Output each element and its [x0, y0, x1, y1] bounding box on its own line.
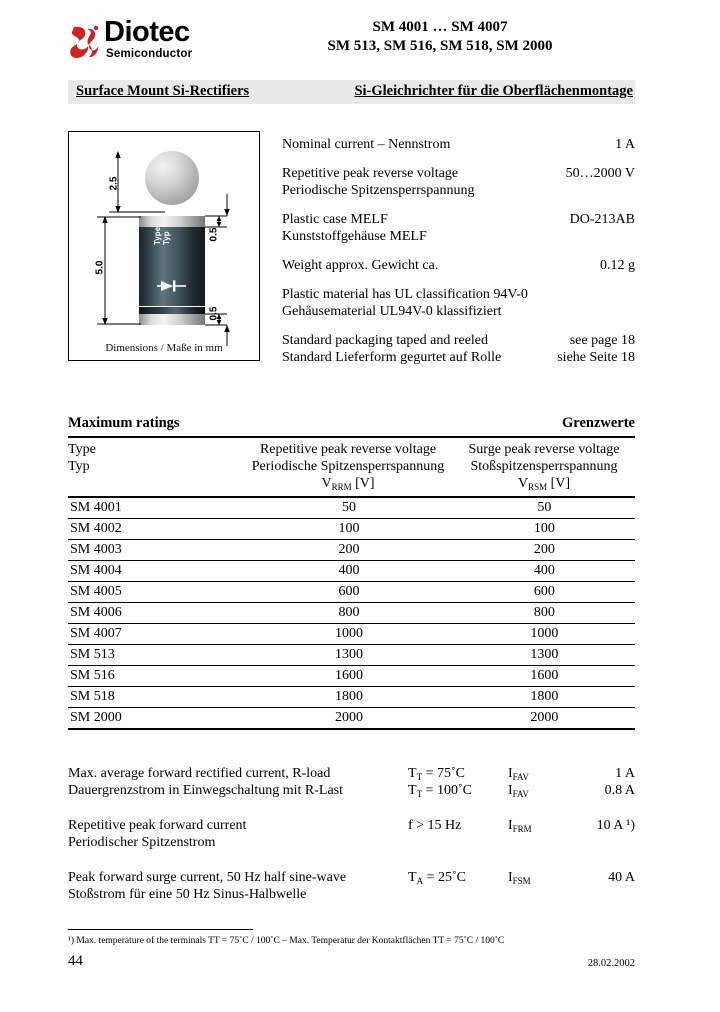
spec-label-en: Weight approx. Gewicht ca. [282, 258, 439, 273]
parameter-condition-2: $T_T$ = 100˚C [408, 783, 472, 799]
parameter-desc-de: Dauergrenzstrom in Einwegschaltung mit R-Last [68, 783, 344, 798]
parameter-symbol-1: $I_{FAV}$ [508, 766, 529, 782]
parameter-desc-en: Peak forward surge current, 50 Hz half sine-wave [68, 870, 347, 885]
cell-vrsm: 800 [533, 605, 555, 620]
parameter-desc-en: Max. average forward rectified current, R-load [68, 766, 331, 781]
column-header-vrsm-de: Stoßspitzensperrspannung [470, 459, 618, 474]
spec-item [282, 136, 635, 153]
drawing-caption: Dimensions / Maße in mm [105, 342, 223, 354]
spec-label-en: Plastic material has UL classification 94V-0 [282, 287, 528, 302]
dimension-label-cap-top: 0.5 [208, 227, 220, 242]
spec-value: see page 18 [569, 333, 635, 348]
revision-date: 28.02.2002 [587, 958, 635, 969]
parameter-desc-de: Stoßstrom für eine 50 Hz Sinus-Halbwelle [68, 887, 307, 902]
cell-vrrm: 1600 [335, 668, 363, 683]
marking-line-1: Type [153, 226, 162, 245]
cell-vrsm: 200 [533, 542, 555, 557]
banner-title-de: Si-Gleichrichter für die Oberflächenmontage [354, 83, 633, 99]
parameter-row [68, 869, 635, 903]
spec-value-de: siehe Seite 18 [557, 350, 635, 365]
ratings-heading-de: Grenzwerte [562, 415, 635, 431]
page-header [0, 18, 720, 74]
column-header-type-de: Typ [68, 459, 90, 474]
parameter-row [68, 817, 635, 851]
cell-vrrm: 1300 [335, 647, 363, 662]
parameter-symbol-1: $I_{FRM}$ [508, 818, 532, 834]
table-row [68, 498, 635, 518]
cell-type: SM 518 [70, 689, 115, 704]
cell-type: SM 516 [70, 668, 115, 683]
cell-vrsm: 1600 [530, 668, 559, 683]
footnote-divider [68, 929, 253, 930]
brand-subtitle: Semiconductor [106, 48, 193, 60]
column-header-vrrm-en: Repetitive peak reverse voltage [259, 442, 437, 457]
spec-label-en: Plastic case MELF [282, 212, 388, 227]
table-row [68, 603, 635, 623]
parameter-symbol-1: $I_{FSM}$ [508, 870, 531, 886]
spec-label-de: Standard Lieferform gegurtet auf Rolle [282, 350, 502, 365]
spec-label-en: Standard packaging taped and reeled [282, 333, 489, 348]
table-row [68, 645, 635, 665]
cell-vrsm: 2000 [530, 710, 559, 725]
cell-type: SM 4006 [70, 605, 122, 620]
electrical-parameters [68, 765, 635, 914]
table-row [68, 561, 635, 581]
spec-item [282, 211, 635, 245]
package-drawing [68, 131, 260, 361]
parameter-desc-en: Repetitive peak forward current [68, 818, 247, 833]
spec-value: 1 A [615, 137, 635, 152]
spec-item [282, 286, 635, 320]
title-line-2: SM 513, SM 516, SM 518, SM 2000 [327, 38, 553, 54]
parameter-row [68, 765, 635, 799]
cell-type: SM 4007 [70, 626, 122, 641]
cell-vrrm: 200 [338, 542, 360, 557]
spec-value: DO-213AB [569, 212, 635, 227]
spec-value: 50…2000 V [565, 166, 635, 181]
cell-vrsm: 1300 [530, 647, 559, 662]
spec-value: 0.12 g [600, 258, 635, 273]
table-row [68, 540, 635, 560]
dimension-lines [69, 132, 259, 360]
column-header-type-en: Type [68, 442, 96, 457]
specifications-list [282, 136, 635, 378]
cell-type: SM 2000 [70, 710, 122, 725]
cell-vrsm: 1800 [530, 689, 559, 704]
parameter-condition-1: f > 15 Hz [408, 818, 462, 833]
cell-vrsm: 600 [533, 584, 555, 599]
footnote-text: ¹) Max. temperature of the terminals TT = 75˚C / 100˚C – Max. Temperatur der Kontaktflächen TT = 75˚C / 100˚C [68, 936, 505, 946]
column-header-vrrm [243, 441, 453, 493]
cell-vrrm: 800 [338, 605, 360, 620]
spec-label-de: Kunststoffgehäuse MELF [282, 229, 427, 244]
parameter-value-1: 40 A [608, 870, 635, 885]
cell-type: SM 4002 [70, 521, 122, 536]
cell-vrrm: 1800 [335, 689, 363, 704]
page-title [230, 18, 650, 56]
spec-label-en: Nominal current – Nennstrom [282, 137, 451, 152]
spec-item [282, 257, 635, 274]
table-row [68, 687, 635, 707]
spec-label-en: Repetitive peak reverse voltage [282, 166, 459, 181]
spec-item [282, 165, 635, 199]
spec-label-de: Periodische Spitzensperrspannung [282, 183, 475, 198]
cell-type: SM 4003 [70, 542, 122, 557]
spec-item [282, 332, 635, 366]
ratings-heading-en: Maximum ratings [68, 415, 180, 431]
column-header-vrsm-symbol: $V_{RSM}$ [V] [517, 476, 571, 492]
table-row [68, 708, 635, 728]
dimension-label-cap-bottom: 0.5 [208, 306, 220, 321]
banner-title-en: Surface Mount Si-Rectifiers [76, 83, 250, 99]
brand-logo [68, 16, 218, 70]
parameter-value-2: 0.8 A [604, 783, 635, 798]
cell-vrrm: 100 [338, 521, 360, 536]
cell-vrsm: 400 [533, 563, 555, 578]
column-header-vrsm [453, 441, 635, 493]
cell-vrrm: 400 [338, 563, 360, 578]
page-number: 44 [68, 953, 83, 969]
parameter-desc-de: Periodischer Spitzenstrom [68, 835, 216, 850]
dimension-label-gap: 2.5 [108, 176, 120, 191]
table-row [68, 666, 635, 686]
column-header-type [68, 441, 243, 493]
cell-vrrm: 1000 [335, 626, 363, 641]
marking-line-2: Typ [162, 231, 171, 245]
parameter-symbol-2: $I_{FAV}$ [508, 783, 529, 799]
column-header-vrsm-en: Surge peak reverse voltage [468, 442, 620, 457]
cell-type: SM 4004 [70, 563, 122, 578]
cell-vrsm: 1000 [530, 626, 559, 641]
brand-name: Diotec [104, 16, 190, 48]
cell-vrsm: 100 [533, 521, 555, 536]
cell-type: SM 513 [70, 647, 115, 662]
table-column-headers [68, 438, 635, 496]
cell-vrrm: 50 [342, 500, 356, 515]
parameter-condition-1: $T_A$ = 25˚C [408, 870, 466, 886]
cell-type: SM 4001 [70, 500, 122, 515]
ratings-heading [68, 415, 635, 436]
maximum-ratings-table [68, 415, 635, 730]
cell-vrrm: 600 [338, 584, 360, 599]
column-header-vrrm-de: Periodische Spitzensperrspannung [251, 459, 445, 474]
table-row [68, 519, 635, 539]
diotec-flame-logo-icon [68, 24, 102, 62]
section-banner [68, 80, 635, 104]
cell-vrsm: 50 [537, 500, 552, 515]
cell-type: SM 4005 [70, 584, 122, 599]
cell-vrrm: 2000 [335, 710, 363, 725]
column-header-vrrm-symbol: $V_{RRM}$ [V] [321, 476, 375, 492]
table-rule [68, 728, 635, 730]
spec-label-de: Gehäusematerial UL94V-0 klassifiziert [282, 304, 502, 319]
title-line-1: SM 4001 … SM 4007 [372, 19, 508, 35]
table-row [68, 582, 635, 602]
parameter-value-1: 1 A [615, 766, 635, 781]
table-row [68, 624, 635, 644]
parameter-value-1: 10 A ¹) [596, 818, 635, 833]
parameter-condition-1: $T_T$ = 75˚C [408, 766, 465, 782]
dimension-label-length: 5.0 [94, 260, 106, 275]
